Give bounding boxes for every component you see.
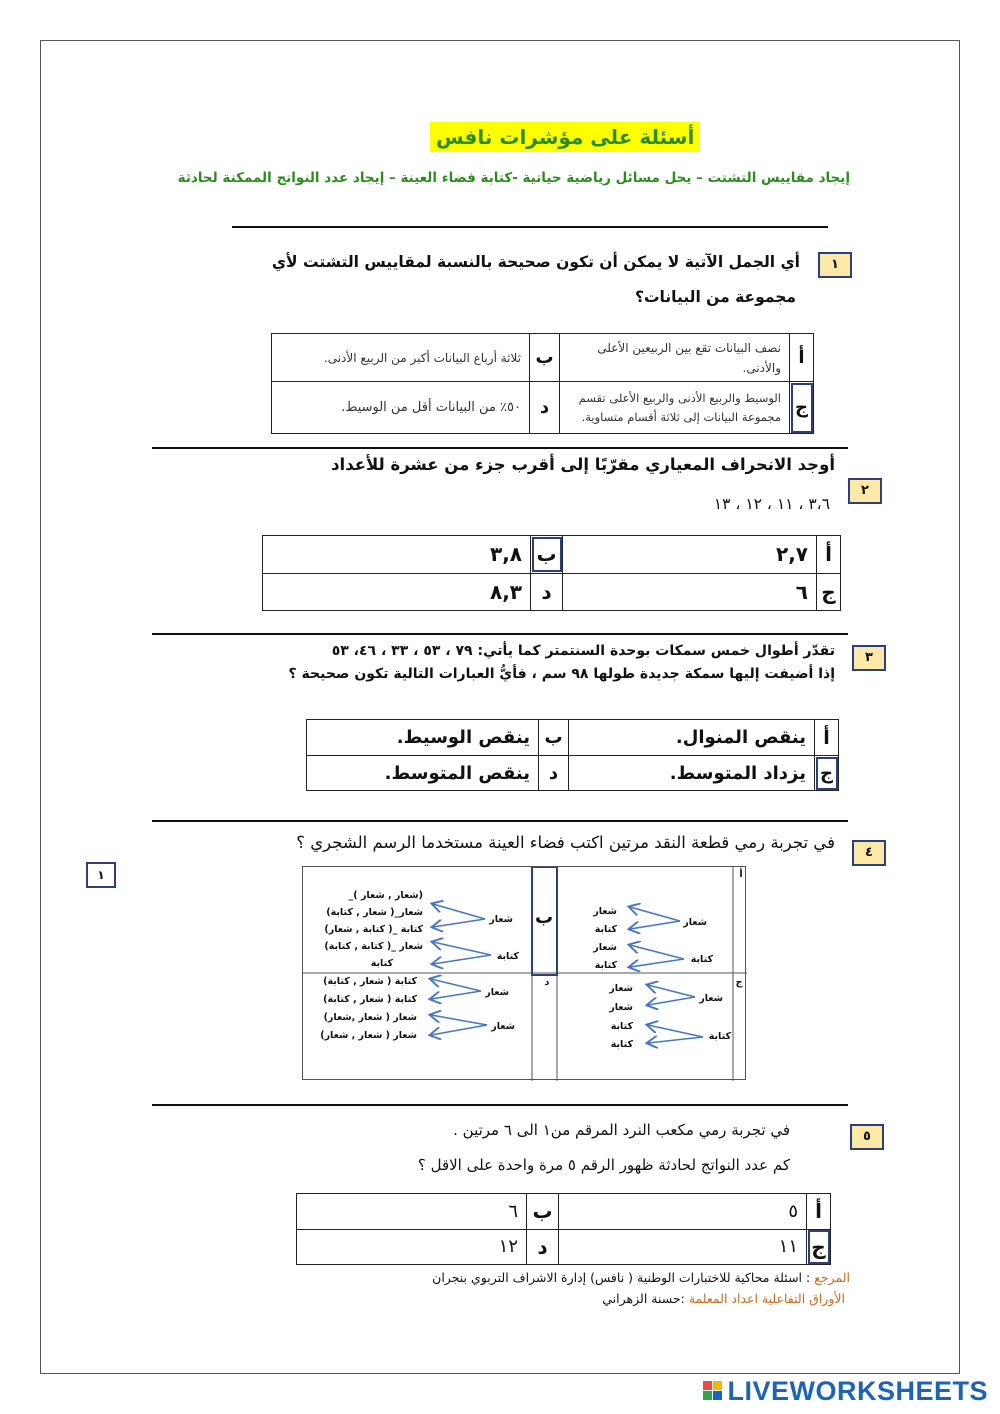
q1-option-b-label[interactable]: ب <box>530 334 560 382</box>
tree-label-a: أ <box>739 869 743 880</box>
q2-text-line1: أوجد الانحراف المعياري مقرّبًا إلى أقرب جزء من عشرة للأعداد <box>331 455 835 474</box>
question-number-2: ٢ <box>848 478 882 504</box>
q5-option-b-text: ٦ <box>297 1194 527 1230</box>
q1-option-b-text: ثلاثة أرباع البيانات أكبر من الربيع الأدنى. <box>272 334 530 382</box>
tree-c-leaf: كتابة <box>610 1039 633 1050</box>
tree-d-root-2: شعار <box>491 1021 515 1032</box>
tree-arrow <box>433 919 485 927</box>
q1-option-d-label[interactable]: د <box>530 382 560 434</box>
tree-c-leaf: كتابة <box>610 1021 633 1032</box>
tree-a-root-2: كتابة <box>690 954 713 965</box>
q3-option-c-text: يزداد المتوسط. <box>569 756 815 791</box>
tree-arrow <box>648 985 695 997</box>
tree-arrow <box>648 997 695 1005</box>
q1-text-line1: أي الجمل الآتية لا يمكن أن تكون صحيحة بالنسبة لمقاييس التشتت لأي <box>271 253 800 271</box>
q5-option-c-label[interactable]: ج <box>807 1229 831 1265</box>
q2-options-table <box>262 535 841 611</box>
author-label: الأوراق التفاعلية اعداد المعلمة <box>688 1291 845 1306</box>
q5-option-c-text: ١١ <box>559 1229 807 1265</box>
q3-options-table <box>306 719 839 791</box>
q5-option-d-label[interactable]: د <box>527 1229 559 1265</box>
q3-text-line2: إذا أضيفت إليها سمكة جديدة طولها ٩٨ سم ، فأيُّ العبارات التالية تكون صحيحة ؟ <box>288 666 835 682</box>
side-answer-box[interactable]: ١ <box>86 862 116 888</box>
q2-option-b-label[interactable]: ب <box>531 536 563 574</box>
q2-option-b-text: ٣,٨ <box>263 536 531 574</box>
tree-arrow <box>630 945 684 959</box>
author-name: :حسنة الزهراني <box>602 1291 685 1306</box>
question-number-4: ٤ <box>852 840 886 866</box>
tree-arrow <box>433 942 491 955</box>
q3-option-d-label[interactable]: د <box>539 756 569 791</box>
divider <box>232 226 828 228</box>
tree-arrow <box>431 991 481 999</box>
tree-arrow <box>433 904 485 919</box>
q1-option-a-text: نصف البيانات تقع بين الربيعين الأعلى والأدنى. <box>560 334 790 382</box>
divider <box>152 1104 848 1106</box>
tree-b-leaf: كتابة <box>370 958 393 969</box>
tree-a-root-1: شعار <box>683 917 707 928</box>
worksheet-title: أسئلة على مؤشرات نافس <box>430 122 700 152</box>
q5-option-a-label[interactable]: أ <box>807 1194 831 1230</box>
tree-label-c: ج <box>735 977 743 988</box>
q2-numbers: ٣،٦ ، ١١ ، ١٢ ، ١٣ <box>713 495 830 513</box>
question-number-1: ١ <box>818 252 852 278</box>
q3-option-b-label[interactable]: ب <box>539 720 569 756</box>
liveworksheets-logo <box>703 1376 988 1406</box>
tree-arrow <box>630 907 680 921</box>
tree-c-leaf: شعار <box>609 983 633 994</box>
tree-arrow <box>630 921 680 929</box>
q3-option-d-text: ينقص المتوسط. <box>307 756 539 791</box>
tree-arrow <box>433 955 491 964</box>
tree-arrow <box>431 1015 487 1025</box>
tree-c-root-1: شعار <box>699 993 723 1004</box>
q3-option-c-label[interactable]: ج <box>815 756 839 791</box>
tree-b-leaf: شعار_( شعار , كتابة) <box>326 907 423 918</box>
q2-option-c-label[interactable]: ج <box>817 573 841 611</box>
reference-text: : اسئلة محاكية للاختبارات الوطنية ( نافس) إدارة الاشراف التربوي بنجران <box>432 1270 811 1285</box>
question-number-5: ٥ <box>850 1124 884 1150</box>
tree-d-leaf: كتابة ( شعار , كتابة) <box>323 976 417 987</box>
tree-arrow <box>431 979 481 991</box>
tree-b-leaf: كتابة _( كتابة , شعار) <box>324 924 423 935</box>
tree-label-d: د <box>544 977 550 988</box>
reference-line <box>300 1270 850 1285</box>
tree-d-root-1: شعار <box>485 987 509 998</box>
tree-a-leaf: شعار <box>593 942 617 953</box>
reference-label: المرجع <box>814 1270 850 1285</box>
tree-label-b: ب <box>534 907 554 928</box>
q5-option-b-label[interactable]: ب <box>527 1194 559 1230</box>
tree-d-leaf: كتابة ( شعار , كتابة) <box>323 994 417 1005</box>
tree-a-leaf: كتابة <box>594 924 617 935</box>
q1-options-table <box>271 333 814 434</box>
tree-arrow <box>630 959 684 967</box>
q5-options-table <box>296 1193 831 1265</box>
question-number-3: ٣ <box>852 645 886 671</box>
tree-arrow <box>648 1025 703 1037</box>
tree-diagram-options <box>302 866 746 1080</box>
q2-option-c-text: ٦ <box>563 573 817 611</box>
author-line <box>300 1291 845 1306</box>
q1-text-line2: مجموعة من البيانات؟ <box>634 288 796 306</box>
q5-option-d-text: ١٢ <box>297 1229 527 1265</box>
tree-c-leaf: شعار <box>609 1002 633 1013</box>
tree-b-leaf: شعار _( كتابة , كتابة) <box>324 941 423 952</box>
brand-name: LIVEWORKSHEETS <box>727 1375 988 1406</box>
q2-option-d-text: ٨,٣ <box>263 573 531 611</box>
tree-arrow <box>648 1037 703 1043</box>
q1-option-d-text: ٥٠٪ من البيانات أقل من الوسيط. <box>272 382 530 434</box>
tree-b-root-1: شعار <box>489 914 513 925</box>
q5-text-line2: كم عدد النواتج لحادثة ظهور الرقم ٥ مرة واحدة على الاقل ؟ <box>417 1156 790 1174</box>
worksheet-subtitle: إيجاد مقاييس التشتت – يحل مسائل رياضية حياتية -كتابة فضاء العينة – إيجاد عدد النواتج الممكنة لحادثة <box>177 170 850 186</box>
q5-option-a-text: ٥ <box>559 1194 807 1230</box>
q1-option-a-label[interactable]: أ <box>790 334 814 382</box>
q3-text-line1: تقدّر أطوال خمس سمكات بوحدة السنتمتر كما يأتي: ٧٩ ، ٥٣ ، ٣٣ ، ٤٦، ٥٣ <box>331 643 835 659</box>
q2-option-d-label[interactable]: د <box>531 573 563 611</box>
tree-a-leaf: كتابة <box>594 960 617 971</box>
tree-d-leaf: شعار ( شعار ,شعار) <box>323 1012 417 1023</box>
q1-option-c-label[interactable]: ج <box>790 382 814 434</box>
tree-arrow <box>431 1025 487 1035</box>
tree-b-root-2: كتابة <box>496 951 519 962</box>
q1-option-c-text: الوسيط والربيع الأدنى والربيع الأعلى تقسم مجموعة البيانات إلى ثلاثة أقسام متساوية. <box>560 382 790 434</box>
q5-text-line1: في تجربة رمي مكعب النرد المرقم من١ الى ٦ مرتين . <box>453 1121 790 1139</box>
tree-diagram-svg <box>303 867 747 1081</box>
tree-c-root-2: كتابة <box>708 1031 731 1042</box>
q3-option-a-text: ينقص المنوال. <box>569 720 815 756</box>
q2-option-a-text: ٢,٧ <box>563 536 817 574</box>
divider <box>152 820 848 822</box>
q3-option-b-text: ينقص الوسيط. <box>307 720 539 756</box>
logo-mark-icon <box>703 1381 723 1401</box>
tree-b-leaf: _( شعار , شعار) <box>348 890 423 901</box>
q4-text: في تجربة رمي قطعة النقد مرتين اكتب فضاء العينة مستخدما الرسم الشجري ؟ <box>296 833 835 852</box>
tree-a-leaf: شعار <box>593 906 617 917</box>
tree-d-leaf: شعار ( شعار , شعار) <box>320 1030 417 1041</box>
divider <box>152 633 848 635</box>
q2-option-a-label[interactable]: أ <box>817 536 841 574</box>
q3-option-a-label[interactable]: أ <box>815 720 839 756</box>
